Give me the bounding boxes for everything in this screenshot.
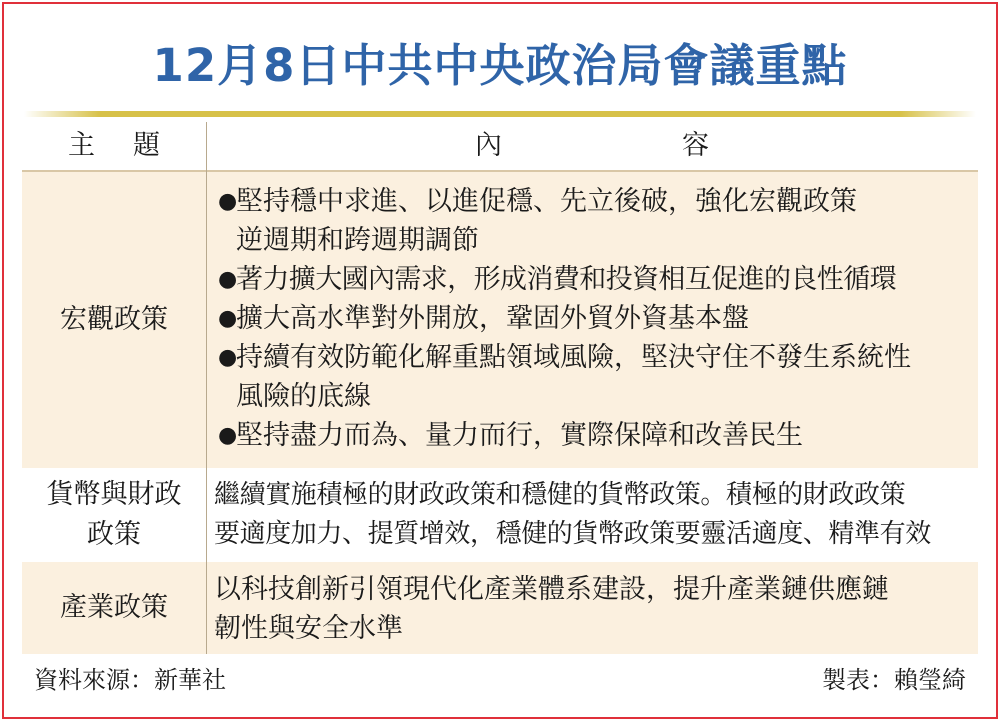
header-content: 內容 (475, 130, 889, 161)
row-content: 以科技創新引領現代化產業體系建設，提升產業鏈供應鏈 韌性與安全水準 (214, 574, 889, 644)
list-item: ● 著力擴大國內需求，形成消費和投資相互促進的良性循環 (214, 260, 974, 299)
row-topic: 產業政策 (60, 592, 168, 623)
row-topic: 宏觀政策 (60, 304, 168, 335)
list-item: ● 擴大高水準對外開放，鞏固外貿外資基本盤 (214, 299, 974, 338)
header-topic: 主題 (68, 130, 198, 161)
bullet-icon: ● (218, 267, 238, 292)
source-note: 資料來源：新華社 (34, 666, 226, 694)
row-topic: 貨幣與財政 政策 (46, 479, 182, 550)
bullet-icon: ● (218, 189, 238, 214)
list-item: ● 堅持盡力而為、量力而行，實際保障和改善民生 (214, 416, 974, 455)
table-row-industry (22, 562, 978, 654)
title-divider (24, 111, 976, 117)
table-row-fiscal (22, 470, 978, 560)
bullet-icon: ● (218, 423, 238, 448)
credit-note: 製表：賴瑩綺 (822, 666, 966, 694)
table-row-macro (22, 172, 978, 468)
page-title: 12月8日中共中央政治局會議重點 (152, 39, 848, 92)
bullet-icon: ● (218, 306, 238, 331)
list-item: ● 堅持穩中求進、以進促穩、先立後破，強化宏觀政策 逆週期和跨週期調節 (214, 182, 974, 260)
table-header (22, 122, 978, 172)
bullet-icon: ● (218, 345, 238, 370)
list-item: ● 持續有效防範化解重點領域風險，堅決守住不發生系統性 風險的底線 (214, 338, 974, 416)
row-content (214, 182, 974, 455)
row-content: 繼續實施積極的財政政策和穩健的貨幣政策。積極的財政政策 要適度加力、提質增效，穩健的貨幣政策要靈活適度、精準有效 (214, 480, 931, 549)
column-divider (206, 122, 207, 654)
